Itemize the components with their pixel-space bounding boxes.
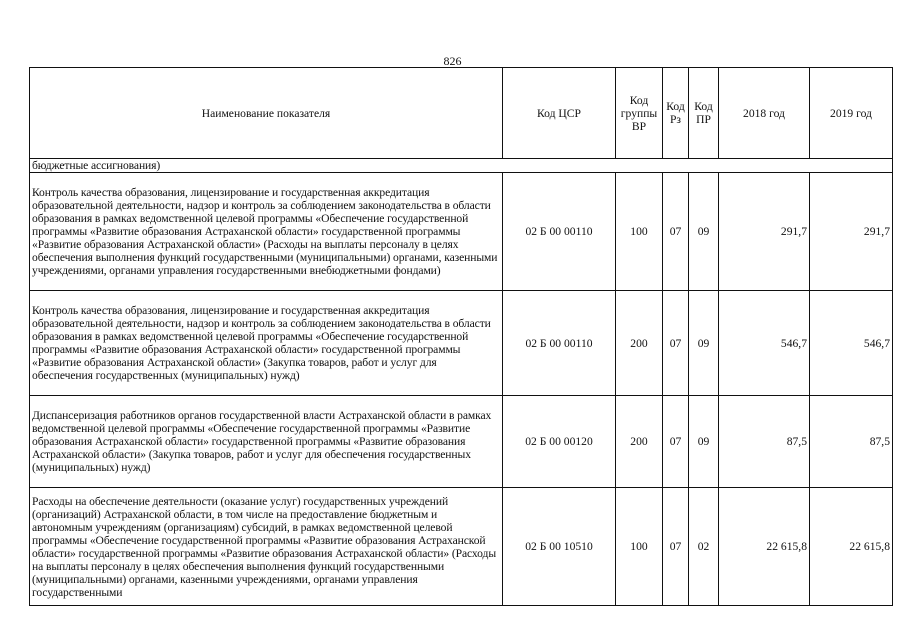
row-csr: 02 Б 00 10510 [503,488,616,606]
row-csr: 02 Б 00 00110 [503,291,616,396]
row-2018: 22 615,8 [719,488,810,606]
row-name: Диспансеризация работников органов государственной власти Астраханской области в рамках ведомственной целевой программы «Обеспечение государственной программы «Развитие образования Астраханской области» государственной программы «Развитие образования Астраханской области» (Закупка товаров, работ и услуг для обеспечения государственных (муниципальных) нужд) [30,396,503,488]
row-rz: 07 [663,488,689,606]
row-csr: 02 Б 00 00110 [503,173,616,291]
table-row [30,291,893,396]
row-vr: 100 [616,488,663,606]
row-vr: 200 [616,291,663,396]
table-header-row [30,68,893,159]
row-rz: 07 [663,396,689,488]
row-vr: 200 [616,396,663,488]
row-2019: 22 615,8 [810,488,893,606]
row-2018: 291,7 [719,173,810,291]
header-2019: 2019 год [810,68,893,159]
header-csr: Код ЦСР [503,68,616,159]
header-name: Наименование показателя [30,68,503,159]
table-row [30,396,893,488]
table-row-continuation [30,159,893,173]
row-2018: 87,5 [719,396,810,488]
header-2018: 2018 год [719,68,810,159]
row-name: Контроль качества образования, лицензирование и государственная аккредитация образовательной деятельности, надзор и контроль за соблюдением законодательства в области образования в рамках ведомственной целевой программы «Обеспечение государственной программы «Развитие образования Астраханской области» государственной программы «Развитие образования Астраханской области» (Закупка товаров, работ и услуг для обеспечения государственных (муниципальных) нужд) [30,291,503,396]
row-name: Контроль качества образования, лицензирование и государственная аккредитация образовательной деятельности, надзор и контроль за соблюдением законодательства в области образования в рамках ведомственной целевой программы «Обеспечение государственной программы «Развитие образования Астраханской области» государственной программы «Развитие образования Астраханской области» (Расходы на выплаты персоналу в целях обеспечения выполнения функций государственными (муниципальными) органами, казенными учреждениями, органами управления государственными внебюджетными фондами) [30,173,503,291]
row-2019: 546,7 [810,291,893,396]
header-pr: Код ПР [689,68,719,159]
row-2019: 291,7 [810,173,893,291]
row-rz: 07 [663,291,689,396]
row-pr: 09 [689,396,719,488]
row-pr: 09 [689,291,719,396]
header-vr: Код группы ВР [616,68,663,159]
row-pr: 02 [689,488,719,606]
row-vr: 100 [616,173,663,291]
row-name: Расходы на обеспечение деятельности (оказание услуг) государственных учреждений (организаций) Астраханской области, в том числе на предоставление бюджетным и автономным учреждениям (организациям) субсидий, в рамках ведомственной целевой программы «Обеспечение государственной программы «Развитие образования Астраханской области» государственной программы «Развитие образования Астраханской области» (Расходы на выплаты персоналу в целях обеспечения выполнения функций государственными (муниципальными) органами, казенными учреждениями, органами управления государственными [30,488,503,606]
budget-table [29,67,893,606]
row-pr: 09 [689,173,719,291]
continuation-text: бюджетные ассигнования) [30,159,893,173]
table-row [30,173,893,291]
row-rz: 07 [663,173,689,291]
row-2019: 87,5 [810,396,893,488]
row-csr: 02 Б 00 00120 [503,396,616,488]
page-number: 826 [443,54,462,68]
header-rz: Код Рз [663,68,689,159]
table-row [30,488,893,606]
row-2018: 546,7 [719,291,810,396]
